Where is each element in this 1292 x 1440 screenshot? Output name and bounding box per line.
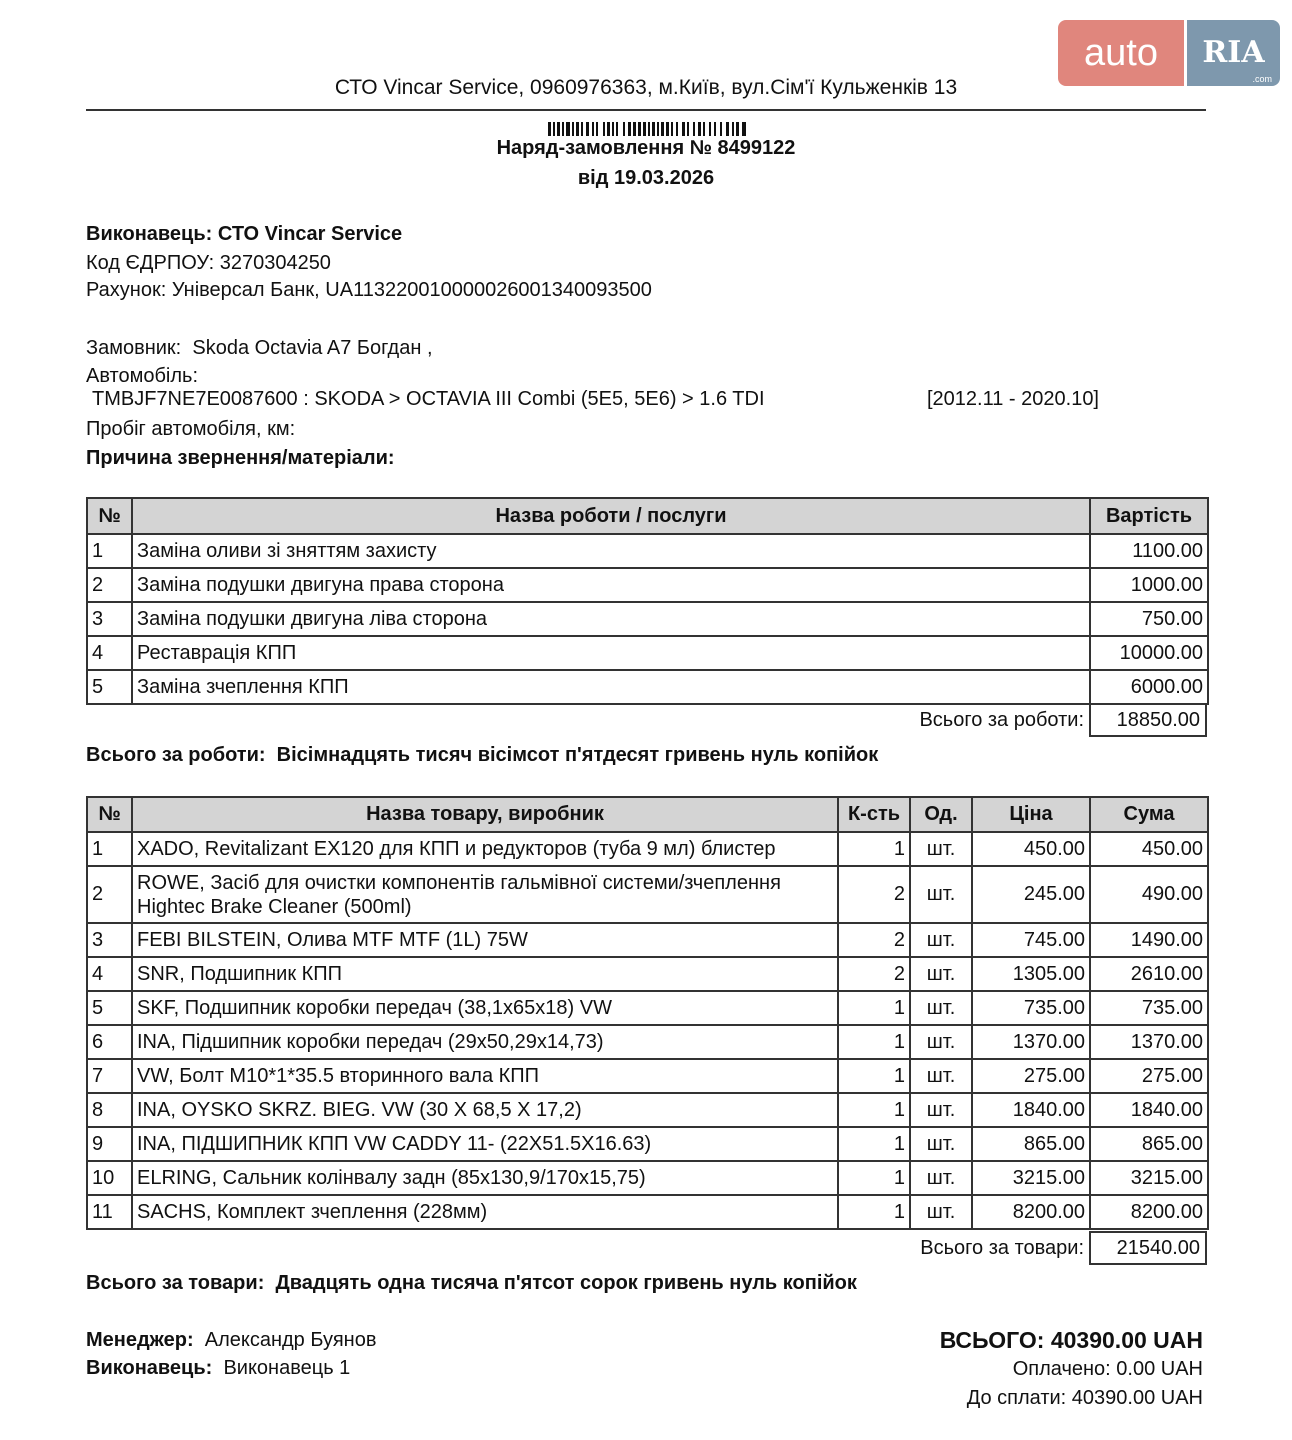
- table-row: [87, 923, 1208, 957]
- table-row: [87, 1093, 1208, 1127]
- order-date: від 19.03.2026: [577, 167, 715, 189]
- mileage-label: Пробіг автомобіля, км:: [86, 418, 296, 440]
- barcode: [548, 122, 746, 136]
- row-price: 3215.00: [972, 1161, 1090, 1195]
- table-row: [87, 602, 1208, 636]
- row-unit: шт.: [910, 991, 972, 1025]
- works-table: [86, 497, 1209, 705]
- row-price: 275.00: [972, 1059, 1090, 1093]
- row-name: ROWE, Засіб для очистки компонентів гальмівної системи/зчеплення Hightec Brake Cleaner (500ml): [132, 866, 838, 923]
- grand-total: ВСЬОГО: 40390.00 UAH: [939, 1327, 1203, 1353]
- row-num: 1: [87, 832, 132, 866]
- row-unit: шт.: [910, 923, 972, 957]
- edrpou-value: 3270304250: [219, 252, 331, 274]
- goods-total-value: 21540.00: [1089, 1231, 1207, 1265]
- row-num: 10: [87, 1161, 132, 1195]
- row-name: Заміна подушки двигуна ліва сторона: [132, 602, 1090, 636]
- row-qty: 2: [838, 866, 910, 923]
- table-row: [87, 636, 1208, 670]
- row-qty: 1: [838, 1161, 910, 1195]
- row-sum: 1490.00: [1090, 923, 1208, 957]
- executor-line: [86, 1357, 350, 1380]
- row-name: Реставрація КПП: [132, 636, 1090, 670]
- row-price: 1840.00: [972, 1093, 1090, 1127]
- row-num: 2: [87, 866, 132, 923]
- row-qty: 1: [838, 1025, 910, 1059]
- car-label: Автомобіль:: [86, 365, 199, 387]
- row-qty: 1: [838, 1195, 910, 1229]
- table-row: [87, 1161, 1208, 1195]
- row-sum: 1840.00: [1090, 1093, 1208, 1127]
- row-sum: 3215.00: [1090, 1161, 1208, 1195]
- table-row: [87, 670, 1208, 704]
- car-vin-model: TMBJF7NE7E0087600 : SKODA > OCTAVIA III Combi (5E5, 5E6) > 1.6 TDI: [92, 388, 765, 410]
- table-row: [87, 534, 1208, 568]
- table-row: [87, 832, 1208, 866]
- row-qty: 1: [838, 1127, 910, 1161]
- row-name: ELRING, Сальник колінвалу задн (85x130,9/170x15,75): [132, 1161, 838, 1195]
- car-years: [2012.11 - 2020.10]: [927, 388, 1099, 410]
- row-name: SKF, Подшипник коробки передач (38,1x65x18) VW: [132, 991, 838, 1025]
- customer-line: [86, 337, 433, 360]
- account-label: Рахунок:: [86, 279, 167, 301]
- row-qty: 1: [838, 991, 910, 1025]
- row-name: Заміна зчеплення КПП: [132, 670, 1090, 704]
- executor-label: Виконавець:: [86, 1357, 213, 1379]
- logo-com-text: .com: [1252, 74, 1272, 84]
- row-name: INA, ПІДШИПНИК КПП VW CADDY 11- (22X51.5X16.63): [132, 1127, 838, 1161]
- table-row: [87, 1025, 1208, 1059]
- works-header-row: [87, 498, 1208, 534]
- account-line: [86, 279, 652, 302]
- company-header: СТО Vincar Service, 0960976363, м.Київ, вул.Сім'ї Кульженків 13: [334, 76, 958, 99]
- row-num: 6: [87, 1025, 132, 1059]
- row-name: INA, OYSKO SKRZ. BIEG. VW (30 X 68,5 X 17,2): [132, 1093, 838, 1127]
- row-price: 10000.00: [1090, 636, 1208, 670]
- row-price: 1305.00: [972, 957, 1090, 991]
- header-divider: [86, 109, 1206, 111]
- row-price: 1100.00: [1090, 534, 1208, 568]
- works-total-words: [86, 744, 878, 767]
- row-name: Заміна оливи зі зняттям захисту: [132, 534, 1090, 568]
- row-num: 4: [87, 636, 132, 670]
- goods-col-price: Ціна: [972, 797, 1090, 832]
- table-row: [87, 957, 1208, 991]
- logo-ria-text: RIA: [1202, 35, 1265, 70]
- row-sum: 735.00: [1090, 991, 1208, 1025]
- goods-total-words: [86, 1272, 857, 1295]
- contractor-name: СТО Vincar Service: [217, 223, 403, 245]
- row-name: SACHS, Комплект зчеплення (228мм): [132, 1195, 838, 1229]
- reason-label: Причина звернення/матеріали:: [86, 447, 395, 469]
- row-price: 865.00: [972, 1127, 1090, 1161]
- row-sum: 1370.00: [1090, 1025, 1208, 1059]
- goods-col-qty: К-сть: [838, 797, 910, 832]
- row-unit: шт.: [910, 866, 972, 923]
- table-row: [87, 1195, 1208, 1229]
- logo-auto-part: auto: [1058, 20, 1184, 86]
- works-col-num: №: [87, 498, 132, 534]
- customer-label: Замовник:: [86, 337, 182, 359]
- row-qty: 2: [838, 957, 910, 991]
- works-words-value: Вісімнадцять тисяч вісімсот п'ятдесят гривень нуль копійок: [276, 744, 879, 766]
- order-title: Наряд-замовлення № 8499122: [496, 137, 796, 159]
- row-qty: 2: [838, 923, 910, 957]
- row-name: INA, Підшипник коробки передач (29x50,29x14,73): [132, 1025, 838, 1059]
- row-unit: шт.: [910, 1161, 972, 1195]
- row-price: 245.00: [972, 866, 1090, 923]
- row-name: FEBI BILSTEIN, Олива MTF MTF (1L) 75W: [132, 923, 838, 957]
- row-unit: шт.: [910, 1093, 972, 1127]
- row-sum: 865.00: [1090, 1127, 1208, 1161]
- edrpou-line: [86, 252, 331, 275]
- row-unit: шт.: [910, 1025, 972, 1059]
- row-price: 735.00: [972, 991, 1090, 1025]
- row-price: 1000.00: [1090, 568, 1208, 602]
- goods-words-value: Двадцять одна тисяча п'ятсот сорок гривень нуль копійок: [275, 1272, 857, 1294]
- row-sum: 275.00: [1090, 1059, 1208, 1093]
- row-unit: шт.: [910, 1059, 972, 1093]
- row-price: 6000.00: [1090, 670, 1208, 704]
- row-price: 750.00: [1090, 602, 1208, 636]
- customer-value: Skoda Octavia A7 Богдан ,: [192, 337, 433, 359]
- row-price: 450.00: [972, 832, 1090, 866]
- row-num: 3: [87, 602, 132, 636]
- row-unit: шт.: [910, 832, 972, 866]
- row-num: 3: [87, 923, 132, 957]
- table-row: [87, 1059, 1208, 1093]
- goods-col-sum: Сума: [1090, 797, 1208, 832]
- goods-header-row: [87, 797, 1208, 832]
- account-value: Універсал Банк, UA113220010000026001340093500: [171, 279, 652, 301]
- row-name: XADO, Revitalizant EX120 для КПП и редукторов (туба 9 мл) блистер: [132, 832, 838, 866]
- table-row: [87, 1127, 1208, 1161]
- works-total-label: Всього за роботи:: [919, 709, 1084, 731]
- goods-col-name: Назва товару, виробник: [132, 797, 838, 832]
- goods-col-num: №: [87, 797, 132, 832]
- row-price: 1370.00: [972, 1025, 1090, 1059]
- works-col-price: Вартість: [1090, 498, 1208, 534]
- executor-value: Виконавець 1: [223, 1357, 351, 1379]
- manager-line: [86, 1329, 376, 1352]
- goods-col-unit: Од.: [910, 797, 972, 832]
- goods-table: [86, 796, 1209, 1230]
- row-sum: 2610.00: [1090, 957, 1208, 991]
- row-qty: 1: [838, 1059, 910, 1093]
- goods-words-label: Всього за товари:: [86, 1272, 265, 1294]
- works-words-label: Всього за роботи:: [86, 744, 266, 766]
- row-num: 11: [87, 1195, 132, 1229]
- row-num: 8: [87, 1093, 132, 1127]
- row-num: 2: [87, 568, 132, 602]
- row-name: VW, Болт M10*1*35.5 вторинного вала КПП: [132, 1059, 838, 1093]
- row-num: 4: [87, 957, 132, 991]
- row-unit: шт.: [910, 957, 972, 991]
- edrpou-label: Код ЄДРПОУ:: [86, 252, 215, 274]
- table-row: [87, 991, 1208, 1025]
- paid-amount: Оплачено: 0.00 UAH: [1012, 1358, 1203, 1380]
- row-name: SNR, Подшипник КПП: [132, 957, 838, 991]
- row-unit: шт.: [910, 1127, 972, 1161]
- works-total-value: 18850.00: [1089, 703, 1207, 737]
- row-num: 1: [87, 534, 132, 568]
- works-col-name: Назва роботи / послуги: [132, 498, 1090, 534]
- row-num: 5: [87, 991, 132, 1025]
- contractor-line: [86, 223, 402, 246]
- row-price: 8200.00: [972, 1195, 1090, 1229]
- manager-value: Александр Буянов: [204, 1329, 377, 1351]
- row-price: 745.00: [972, 923, 1090, 957]
- row-qty: 1: [838, 832, 910, 866]
- manager-label: Менеджер:: [86, 1329, 194, 1351]
- row-num: 9: [87, 1127, 132, 1161]
- row-num: 7: [87, 1059, 132, 1093]
- table-row: [87, 568, 1208, 602]
- row-sum: 450.00: [1090, 832, 1208, 866]
- goods-total-label: Всього за товари:: [920, 1237, 1084, 1259]
- row-num: 5: [87, 670, 132, 704]
- due-amount: До сплати: 40390.00 UAH: [966, 1387, 1203, 1409]
- row-qty: 1: [838, 1093, 910, 1127]
- contractor-label: Виконавець:: [86, 223, 213, 245]
- row-sum: 490.00: [1090, 866, 1208, 923]
- row-name: Заміна подушки двигуна права сторона: [132, 568, 1090, 602]
- table-row: [87, 866, 1208, 923]
- row-sum: 8200.00: [1090, 1195, 1208, 1229]
- row-unit: шт.: [910, 1195, 972, 1229]
